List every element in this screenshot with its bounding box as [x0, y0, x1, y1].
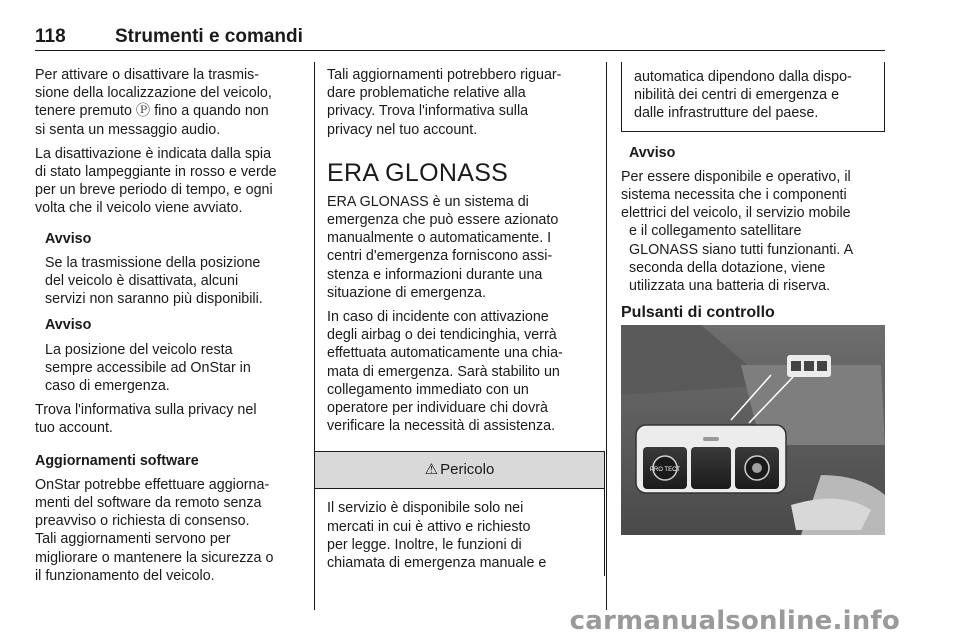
- page-header: [35, 26, 885, 52]
- paragraph: ERA GLONASS è un sistema di emergenza che può essere azionato manualmente o automaticamente. I centri d'emergenza forniscono assi- stenza e informazioni durante una situazione di emergenza.: [327, 193, 559, 301]
- section-title: Aggiornamenti software: [35, 452, 199, 469]
- note-title: Avviso: [45, 317, 92, 334]
- note-text: La posizione del veicolo resta sempre accessibile ad OnStar in caso di emergenza.: [45, 341, 251, 395]
- danger-text: Il servizio è disponibile solo nei mercati in cui è attivo e richiesto per legge. Inoltre, le funzioni di chiamata di emergenza manuale e: [327, 500, 547, 572]
- danger-box-continued: automatica dipendono dalla dispo- nibilità dei centri di emergenza e dalle infrastrutture del paese.: [621, 62, 885, 132]
- section-heading: ERA GLONASS: [327, 158, 509, 187]
- note-text: Per essere disponibile e operativo, il sistema necessita che i componenti elettrici del veicolo, il servizio mobile e il collegamento satellitare GLONASS siano tutti funzionanti. A seconda della dotazione, viene utilizzata una batteria di riserva.: [621, 168, 854, 295]
- note-text: Se la trasmissione della posizione del veicolo è disattivata, alcuni servizi non saranno più disponibili.: [45, 254, 263, 308]
- page-number: 118: [35, 26, 66, 47]
- watermark: carmanualsonline.info: [569, 606, 900, 636]
- paragraph: Per attivare o disattivare la trasmis- sione della localizzazione del veicolo, tenere premuto Ⓟ fino a quando non si senta un messaggio audio.: [35, 67, 272, 138]
- danger-box: [314, 451, 605, 576]
- note-box: [35, 230, 303, 396]
- note-title: Avviso: [629, 144, 676, 161]
- paragraph: Trova l'informativa sulla privacy nel tuo account.: [35, 402, 257, 437]
- chapter-title: Strumenti e comandi: [115, 26, 303, 47]
- paragraph: In caso di incidente con attivazione degli airbag o dei tendicinghia, verrà effettuata automaticamente una chia- mata di emergenza. Sarà stabilito un collegamento immediato con un operatore per individuare chi dovrà verificare la necessità di assistenza.: [327, 309, 563, 435]
- column-divider-2: [606, 62, 607, 610]
- warning-triangle-icon: ⚠: [424, 461, 439, 479]
- paragraph: OnStar potrebbe effettuare aggiorna- menti del software da remoto senza preavviso o richiesta di consenso. Tali aggiornamenti servono per migliorare o mantenere la sicurezza o il funzionamento del veicolo.: [35, 476, 274, 584]
- danger-title: Pericolo: [440, 461, 495, 479]
- column-1: [35, 66, 303, 591]
- paragraph: La disattivazione è indicata dalla spia di stato lampeggiante in rosso e verde per un breve periodo di tempo, e ogni volta che il veicolo viene avviato.: [35, 145, 277, 217]
- protect-button-label: PRO TECT: [649, 467, 681, 473]
- paragraph: Tali aggiornamenti potrebbero riguar- dare problematiche relative alla privacy. Trova l'informativa sulla privacy nel tuo account.: [327, 67, 562, 138]
- danger-header: [315, 452, 604, 489]
- note-title: Avviso: [45, 230, 92, 247]
- control-buttons-photo: [621, 325, 885, 535]
- section-title: Pulsanti di controllo: [621, 304, 775, 322]
- column-3: [621, 62, 885, 333]
- column-2: [327, 66, 592, 576]
- header-rule: [35, 50, 885, 51]
- note-box: [621, 144, 885, 162]
